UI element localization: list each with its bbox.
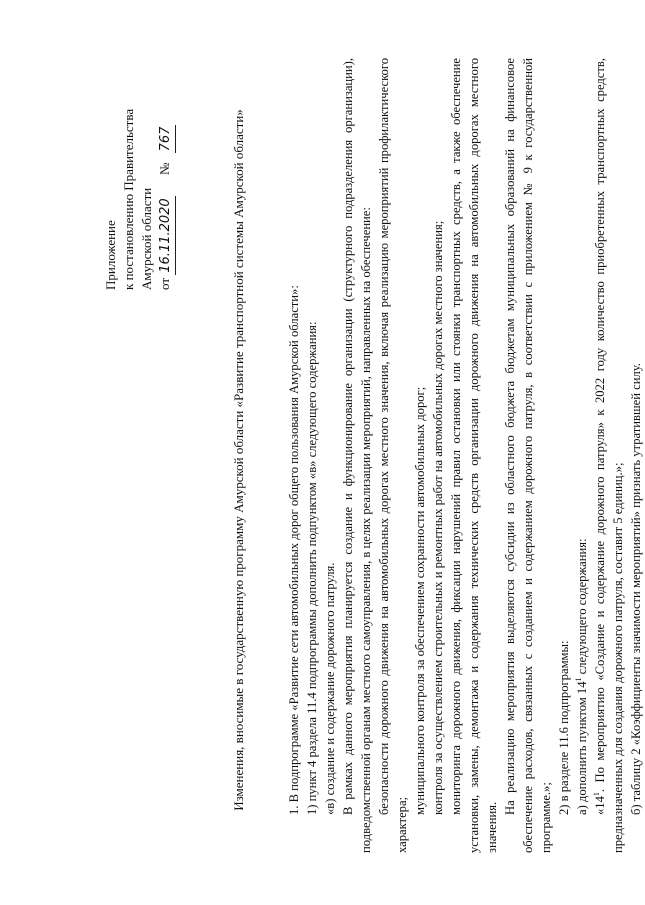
paragraph-4: В рамках данного мероприятия планируется создание и функционирование организации (структурного подразделения организации), подведомственной органам местного самоуправления, в целях реализации мероприятий, направленных на обеспечение: [341,58,373,853]
paragraph-5: безопасности дорожного движения на автомобильных дорогах местного значения, включая реализацию мероприятий профилактического характера; [377,58,409,853]
approval-block [102,50,176,290]
approval-line-resolution: к постановлению Правительства [121,108,136,290]
handwritten-date: 16.11.2020 [157,196,176,274]
paragraph-3: «в) создание и содержание дорожного патруля. [323,562,337,815]
document-title: Изменения, вносимые в государственную программу Амурской области «Развитие транспортной системы Амурской области» [231,109,246,811]
paragraph-7: контроля за осуществлением строительных и ремонтных работ на автомобильных дорогах местного значения; [431,220,445,815]
paragraph-11-tail: следующего содержания: [575,538,589,678]
paragraph-9: На реализацию мероприятия выделяются субсидии из областного бюджета бюджетам муниципальных образований на финансовое обеспечение расходов, связанных с созданием и содержанием дорожного патруля, в соответствии с приложением № 9 к государственной программе.»; [503,58,553,853]
paragraph-11 [573,58,591,853]
approval-line-region: Амурской области [139,187,154,290]
paragraph-12 [591,58,627,853]
approval-date-number-line [156,50,176,290]
date-prefix: от [157,277,172,290]
paragraph-12-lead: «14 [593,796,607,815]
paragraph-12-text: . По мероприятию «Создание и содержание дорожного патруля» к 2022 году количество приобретенных транспортных средств, предназначенных для создания дорожного патруля, составит 5 единиц.»; [593,58,625,853]
document-body [285,58,645,853]
paragraph-2: 1) пункт 4 раздела 11.4 подпрограммы дополнить подпунктом «в» следующего содержания: [305,321,319,815]
paragraph-12-superscript: 1 [591,792,601,797]
paragraph-6: муниципального контроля за обеспечением сохранности автомобильных дорог; [413,386,427,815]
handwritten-number: 767 [157,125,176,154]
number-symbol: № [157,162,172,176]
paragraph-1: 1. В подпрограмме «Развитие сети автомобильных дорог общего пользования Амурской области»: [287,285,301,815]
paragraph-11-text: а) дополнить пунктом 14 [575,681,589,815]
rotated-document-content [40,45,643,865]
paragraph-8: мониторинга дорожного движения, фиксации нарушений правил остановки или стоянки транспортных средств, а также обеспечение установки, замены, демонтажа и содержания технических средств организации дорожного движения на автомобильных дорогах местного значения. [449,58,499,853]
paragraph-11-superscript: 1 [573,677,583,682]
paragraph-10: 2) в разделе 11.6 подпрограммы: [557,640,571,815]
paragraph-13: б) таблицу 2 «Коэффициенты значимости мероприятий» признать утратившей силу. [629,363,643,815]
approval-line-appendix: Приложение [103,220,118,290]
